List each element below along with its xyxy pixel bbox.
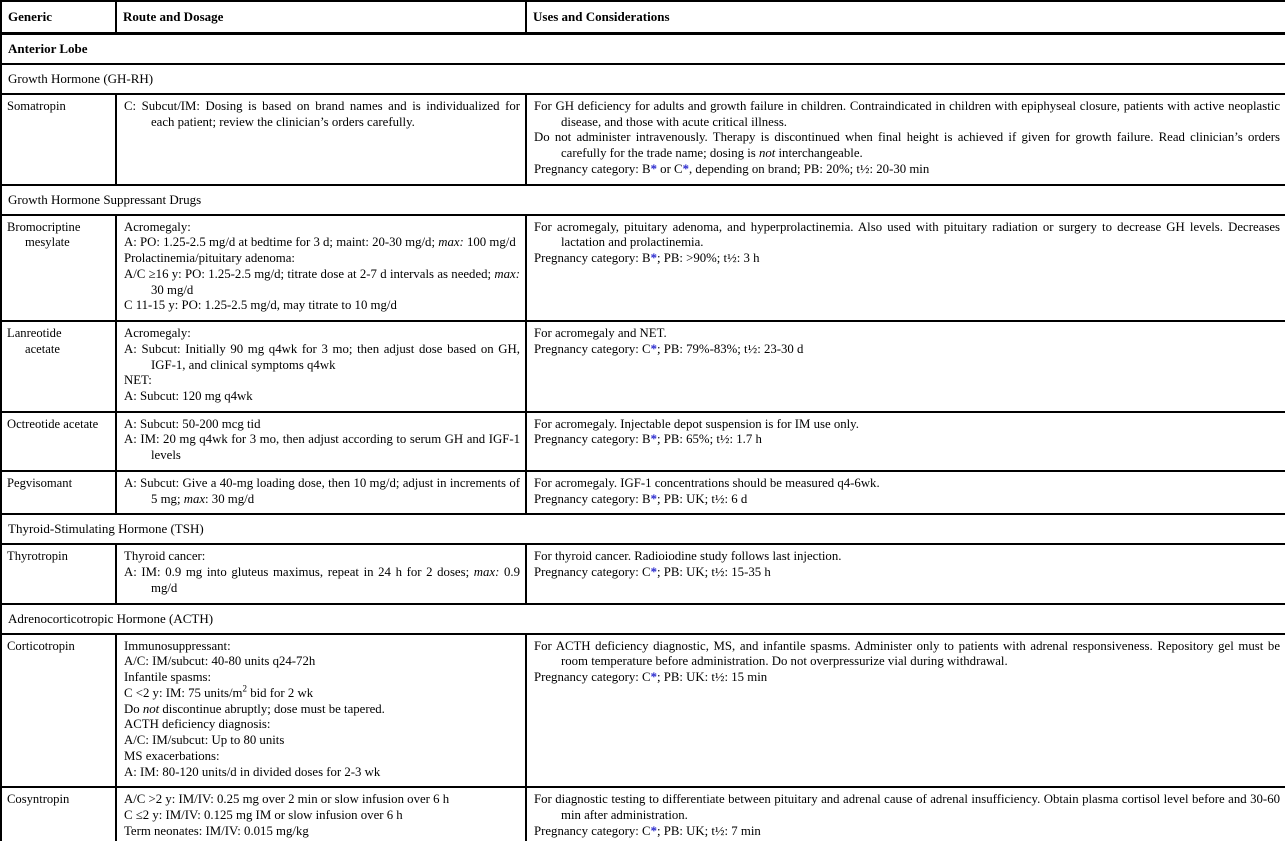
uses-and-considerations-cell — [526, 787, 1285, 841]
drug-row-pegvisomant — [1, 471, 1285, 514]
generic-name-line: Pegvisomant — [7, 475, 73, 490]
footnote-asterisk: * — [682, 161, 689, 176]
text-paragraph: Infantile spasms: — [124, 670, 212, 685]
generic-name-cell — [1, 94, 116, 185]
section-label: Adrenocorticotropic Hormone (ACTH) — [1, 604, 1285, 634]
text-paragraph: A: Subcut: 50-200 mcg tid — [124, 416, 261, 431]
text-paragraph: For diagnostic testing to differentiate between pituitary and adrenal cause of adrenal insufficiency. Obtain plasma cortisol level before and 30-60 min after administration. — [534, 792, 1280, 822]
section-row — [1, 64, 1285, 94]
drug-row-cosyntropin — [1, 787, 1285, 841]
text-paragraph: For acromegaly. IGF-1 concentrations should be measured q4-6wk. — [534, 475, 880, 490]
generic-name-cell — [1, 544, 116, 603]
text-paragraph: A: IM: 80-120 units/d in divided doses for 2-3 wk — [124, 764, 381, 779]
route-and-dosage-cell — [116, 321, 526, 412]
route-and-dosage-cell — [116, 412, 526, 471]
uses-and-considerations-cell — [526, 412, 1285, 471]
text-paragraph: NET: — [124, 373, 152, 388]
text-paragraph: ACTH deficiency diagnosis: — [124, 717, 271, 732]
footnote-asterisk: * — [650, 341, 657, 356]
uses-and-considerations-cell — [526, 94, 1285, 185]
text-paragraph: A: Subcut: 120 mg q4wk — [124, 389, 253, 404]
text-paragraph: A/C: IM/subcut: 40-80 units q24-72h — [124, 654, 316, 669]
section-row — [1, 604, 1285, 634]
text-paragraph: A/C ≥16 y: PO: 1.25-2.5 mg/d; titrate dose at 2-7 d intervals as needed; max: 30 mg/d — [124, 266, 520, 297]
route-and-dosage-cell — [116, 94, 526, 185]
generic-name-cell — [1, 321, 116, 412]
text-paragraph: For acromegaly, pituitary adenoma, and hyperprolactinemia. Also used with pituitary radiation or surgery to decrease GH levels. Decreases lactation and prolactinemia. — [534, 219, 1280, 250]
section-label: Growth Hormone (GH-RH) — [1, 64, 1285, 94]
generic-name-line: mesylate — [25, 235, 70, 250]
text-paragraph: Do not discontinue abruptly; dose must be tapered. — [124, 701, 385, 716]
generic-name-line: acetate — [25, 341, 60, 356]
text-paragraph: Immunosuppressant: — [124, 638, 231, 653]
text-paragraph: Pregnancy category: C*; PB: UK: t½: 15 min — [534, 670, 768, 685]
generic-name-cell — [1, 634, 116, 788]
text-paragraph: Pregnancy category: C*; PB: UK; t½: 15-35 h — [534, 565, 771, 580]
route-and-dosage-cell — [116, 471, 526, 514]
generic-name-line: Cosyntropin — [7, 792, 70, 807]
footnote-asterisk: * — [650, 251, 657, 266]
text-paragraph: Pregnancy category: B*; PB: 65%; t½: 1.7 h — [534, 432, 762, 447]
text-paragraph: For acromegaly. Injectable depot suspension is for IM use only. — [534, 416, 859, 431]
uses-and-considerations-cell — [526, 634, 1285, 788]
footnote-asterisk: * — [650, 823, 657, 838]
text-paragraph: Pregnancy category: B* or C*, depending on brand; PB: 20%; t½: 20-30 min — [534, 161, 930, 176]
text-paragraph: For GH deficiency for adults and growth failure in children. Contraindicated in children with epiphyseal closure, patients with active neoplastic disease, and those with acute critical illness. — [534, 99, 1280, 129]
route-and-dosage-cell — [116, 215, 526, 321]
footnote-asterisk: * — [650, 161, 657, 176]
text-paragraph: Pregnancy category: B*; PB: >90%; t½: 3 h — [534, 251, 760, 266]
footnote-asterisk: * — [650, 432, 657, 447]
generic-name-cell — [1, 787, 116, 841]
text-paragraph: Pregnancy category: C*; PB: 79%-83%; t½: 23-30 d — [534, 341, 804, 356]
section-row — [1, 34, 1285, 65]
col-header-generic: Generic — [1, 1, 116, 34]
text-paragraph: Prolactinemia/pituitary adenoma: — [124, 251, 295, 266]
text-paragraph: Term neonates: IM/IV: 0.015 mg/kg — [124, 823, 309, 838]
section-label: Thyroid-Stimulating Hormone (TSH) — [1, 514, 1285, 544]
drug-row-octreotide-acetate — [1, 412, 1285, 471]
text-paragraph: A/C >2 y: IM/IV: 0.25 mg over 2 min or slow infusion over 6 h — [124, 792, 450, 807]
col-header-uses-and-considerations: Uses and Considerations — [526, 1, 1285, 34]
route-and-dosage-cell — [116, 787, 526, 841]
drug-row-somatropin — [1, 94, 1285, 185]
text-paragraph: C <2 y: IM: 75 units/$m^2$ bid for 2 wk — [124, 683, 314, 700]
generic-name-line: Corticotropin — [7, 638, 75, 653]
text-paragraph: MS exacerbations: — [124, 748, 220, 763]
text-paragraph: A: PO: 1.25-2.5 mg/d at bedtime for 3 d; maint: 20-30 mg/d; max: 100 mg/d — [124, 235, 516, 250]
drug-row-thyrotropin — [1, 544, 1285, 603]
text-paragraph: Acromegaly: — [124, 219, 191, 234]
text-paragraph: C 11-15 y: PO: 1.25-2.5 mg/d, may titrate to 10 mg/d — [124, 298, 397, 313]
text-paragraph: For thyroid cancer. Radioiodine study follows last injection. — [534, 549, 842, 564]
text-paragraph: C: Subcut/IM: Dosing is based on brand names and is individualized for each patient; review the clinician’s orders carefully. — [124, 99, 520, 129]
section-label: Anterior Lobe — [1, 34, 1285, 65]
text-paragraph: Pregnancy category: C*; PB: UK; t½: 7 min — [534, 823, 761, 838]
text-paragraph: C ≤2 y: IM/IV: 0.125 mg IM or slow infusion over 6 h — [124, 807, 403, 822]
text-paragraph: Acromegaly: — [124, 326, 191, 341]
uses-and-considerations-cell — [526, 471, 1285, 514]
generic-name-line: Lanreotide — [7, 326, 62, 341]
text-paragraph: For acromegaly and NET. — [534, 326, 667, 341]
generic-name-line: Bromocriptine — [7, 219, 81, 234]
route-and-dosage-cell — [116, 634, 526, 788]
text-paragraph: Thyroid cancer: — [124, 549, 206, 564]
generic-name-cell — [1, 215, 116, 321]
drug-row-corticotropin — [1, 634, 1285, 788]
drug-row-bromocriptine-mesylate — [1, 215, 1285, 321]
section-row — [1, 514, 1285, 544]
table-body — [1, 34, 1285, 841]
text-paragraph: Pregnancy category: B*; PB: UK; t½: 6 d — [534, 491, 748, 506]
text-paragraph: A: IM: 20 mg q4wk for 3 mo, then adjust according to serum GH and IGF-1 levels — [124, 432, 520, 463]
col-header-route-and-dosage: Route and Dosage — [116, 1, 526, 34]
footnote-asterisk: * — [650, 565, 657, 580]
footnote-asterisk: * — [650, 670, 657, 685]
uses-and-considerations-cell — [526, 321, 1285, 412]
generic-name-cell — [1, 412, 116, 471]
section-row — [1, 185, 1285, 215]
generic-name-line: Somatropin — [7, 99, 66, 113]
text-paragraph: Do not administer intravenously. Therapy is discontinued when final height is achieved if given for growth failure. Read clinician’s orders carefully for the trade name; dosing is not interchangeable. — [534, 130, 1280, 161]
text-paragraph: A/C: IM/subcut: Up to 80 units — [124, 733, 285, 748]
header-row — [1, 1, 1285, 34]
text-paragraph: For ACTH deficiency diagnostic, MS, and infantile spasms. Administer only to patients with adrenal responsiveness. Repository gel must be room temperature before administration. Do not overpressurize vial during withdrawal. — [534, 638, 1280, 669]
generic-name-line: Thyrotropin — [7, 549, 68, 564]
drug-row-lanreotide-acetate — [1, 321, 1285, 412]
uses-and-considerations-cell — [526, 215, 1285, 321]
generic-name-line: Octreotide acetate — [7, 416, 99, 431]
section-label: Growth Hormone Suppressant Drugs — [1, 185, 1285, 215]
uses-and-considerations-cell — [526, 544, 1285, 603]
text-paragraph: A: Subcut: Initially 90 mg q4wk for 3 mo; then adjust dose based on GH, IGF-1, and clinical symptoms q4wk — [124, 341, 520, 372]
generic-name-cell — [1, 471, 116, 514]
text-paragraph: A: IM: 0.9 mg into gluteus maximus, repeat in 24 h for 2 doses; max: 0.9 mg/d — [124, 565, 520, 595]
route-and-dosage-cell — [116, 544, 526, 603]
text-paragraph: A: Subcut: Give a 40-mg loading dose, then 10 mg/d; adjust in increments of 5 mg; max: 30 mg/d — [124, 475, 520, 506]
footnote-asterisk: * — [650, 491, 657, 506]
